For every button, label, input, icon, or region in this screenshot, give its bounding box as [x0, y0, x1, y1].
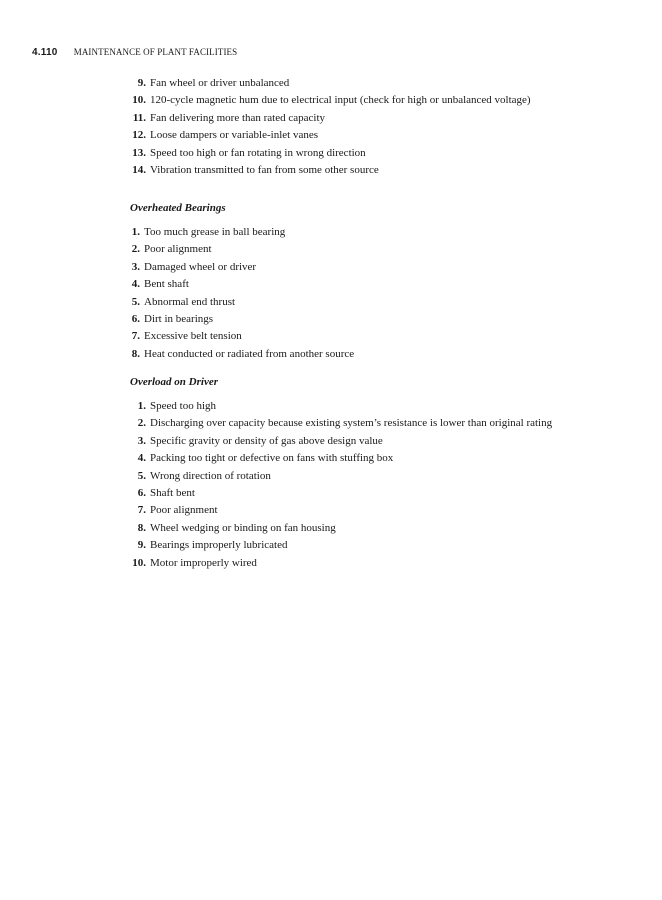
item-text: Speed too high or fan rotating in wrong direction	[150, 146, 366, 159]
item-number: 4.	[131, 278, 140, 291]
item-text: Discharging over capacity because existing system’s resistance is lower than original rating	[150, 417, 553, 430]
item-number: 2.	[137, 417, 146, 430]
item-number: 8.	[137, 521, 146, 534]
item-number: 6.	[131, 312, 140, 325]
item-number: 10.	[132, 556, 146, 569]
item-text: Motor improperly wired	[150, 556, 257, 569]
item-number: 9.	[137, 539, 146, 552]
section-heading-overheated-bearings: Overheated Bearings	[130, 202, 226, 214]
item-text: Bent shaft	[144, 278, 189, 291]
item-number: 12.	[132, 129, 146, 142]
item-text: Wheel wedging or binding on fan housing	[150, 521, 336, 534]
item-number: 2.	[131, 243, 140, 256]
item-number: 11.	[132, 111, 146, 124]
item-text: Fan wheel or driver unbalanced	[150, 77, 290, 89]
item-number: 9.	[137, 77, 146, 89]
item-text: Heat conducted or radiated from another source	[144, 347, 355, 360]
item-text: Vibration transmitted to fan from some other source	[150, 163, 379, 176]
item-text: Fan delivering more than rated capacity	[150, 111, 326, 124]
item-text: Too much grease in ball bearing	[144, 226, 286, 238]
item-number: 5.	[131, 295, 140, 308]
item-text: Speed too high	[150, 400, 216, 412]
section-heading-overload-on-driver: Overload on Driver	[130, 376, 218, 388]
item-text: Poor alignment	[144, 243, 212, 256]
item-text: Shaft bent	[150, 486, 195, 499]
item-text: Packing too tight or defective on fans with stuffing box	[150, 452, 394, 465]
item-text: Dirt in bearings	[144, 312, 214, 325]
item-number: 10.	[132, 94, 146, 107]
item-text: Specific gravity or density of gas above design value	[150, 434, 383, 447]
item-text: Excessive belt tension	[144, 330, 242, 343]
item-number: 3.	[137, 434, 146, 447]
item-number: 1.	[131, 226, 140, 238]
item-text: 120-cycle magnetic hum due to electrical input (check for high or unbalanced voltage)	[150, 94, 531, 107]
item-number: 6.	[137, 486, 146, 499]
item-number: 7.	[131, 330, 140, 343]
item-text: Poor alignment	[150, 504, 218, 517]
item-number: 5.	[137, 469, 146, 482]
item-text: Abnormal end thrust	[144, 295, 236, 308]
item-number: 7.	[137, 504, 146, 517]
item-number: 8.	[131, 347, 140, 360]
item-number: 1.	[137, 400, 146, 412]
item-number: 3.	[131, 260, 140, 273]
item-text: Loose dampers or variable-inlet vanes	[150, 129, 318, 142]
item-text: Bearings improperly lubricated	[150, 539, 288, 552]
item-text: Wrong direction of rotation	[150, 469, 271, 482]
running-section-title: MAINTENANCE OF PLANT FACILITIES	[73, 47, 238, 57]
item-text: Damaged wheel or driver	[144, 260, 257, 273]
item-number: 14.	[132, 163, 146, 176]
item-number: 4.	[137, 452, 146, 465]
item-number: 13.	[132, 146, 146, 159]
running-head	[32, 47, 237, 58]
page-number: 4.110	[32, 47, 58, 58]
